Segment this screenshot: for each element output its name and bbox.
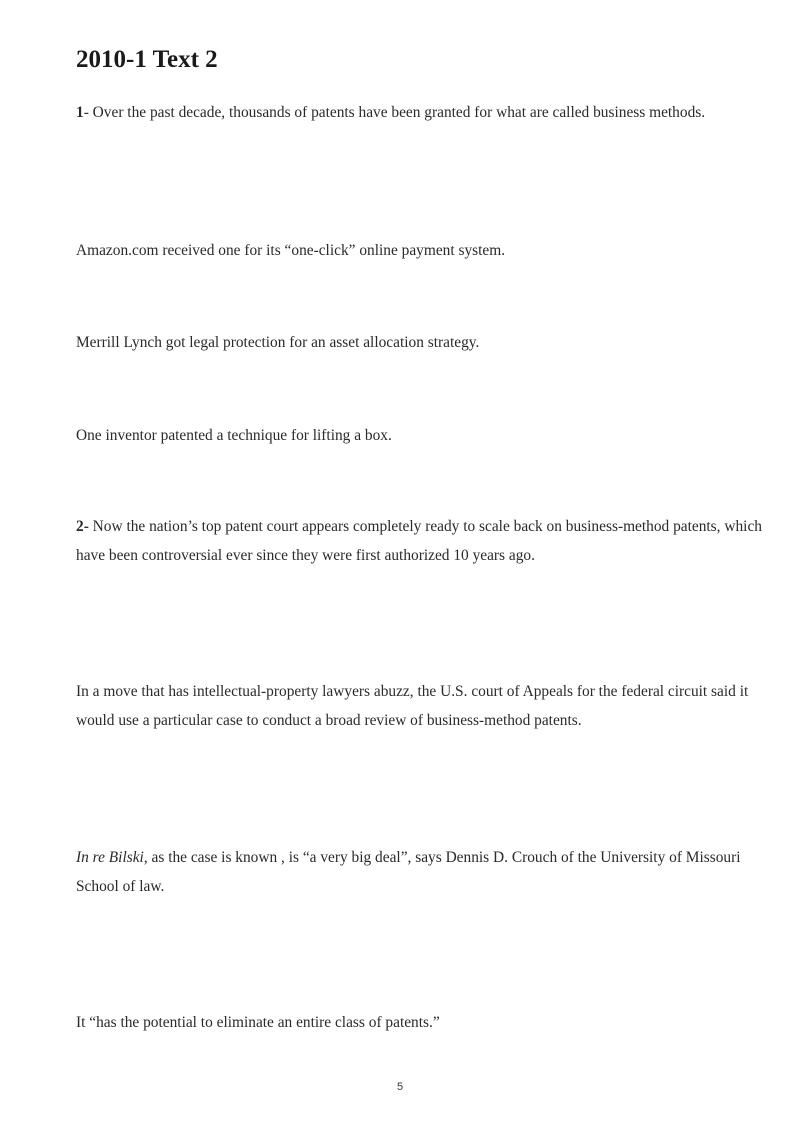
- paragraph-amazon: [76, 236, 782, 265]
- paragraph-inventor: [76, 421, 782, 450]
- paragraph-text: , as the case is known , is “a very big deal”, says Dennis D. Crouch of the University of Missouri School of law.: [76, 849, 741, 895]
- page-title: 2010-1 Text 2: [76, 46, 218, 73]
- paragraph-text: Now the nation’s top patent court appears completely ready to scale back on business-method patents, which have been controversial ever since they were first authorized 10 years ago.: [76, 518, 762, 564]
- paragraph-text: It “has the potential to eliminate an entire class of patents.”: [76, 1014, 440, 1031]
- paragraph-bilski: [76, 843, 782, 901]
- paragraph-quote: [76, 1008, 782, 1037]
- paragraph-merrill-lynch: [76, 328, 782, 357]
- paragraph-text: Amazon.com received one for its “one-click” online payment system.: [76, 242, 506, 259]
- paragraph-number: 1: [76, 104, 84, 121]
- paragraph-text: One inventor patented a technique for lifting a box.: [76, 427, 392, 444]
- case-name: In re Bilski: [76, 849, 144, 866]
- paragraph-number: 2-: [76, 518, 89, 535]
- paragraph-text: - Over the past decade, thousands of patents have been granted for what are called business methods.: [83, 104, 706, 121]
- paragraph-1: [76, 98, 782, 127]
- paragraph-text: In a move that has intellectual-property lawyers abuzz, the U.S. court of Appeals for the federal circuit said it would use a particular case to conduct a broad review of business-method patents.: [76, 683, 749, 729]
- paragraph-text: Merrill Lynch got legal protection for an asset allocation strategy.: [76, 334, 480, 351]
- paragraph-2: [76, 512, 782, 570]
- page-number: 5: [396, 1081, 404, 1093]
- paragraph-court-review: [76, 677, 782, 735]
